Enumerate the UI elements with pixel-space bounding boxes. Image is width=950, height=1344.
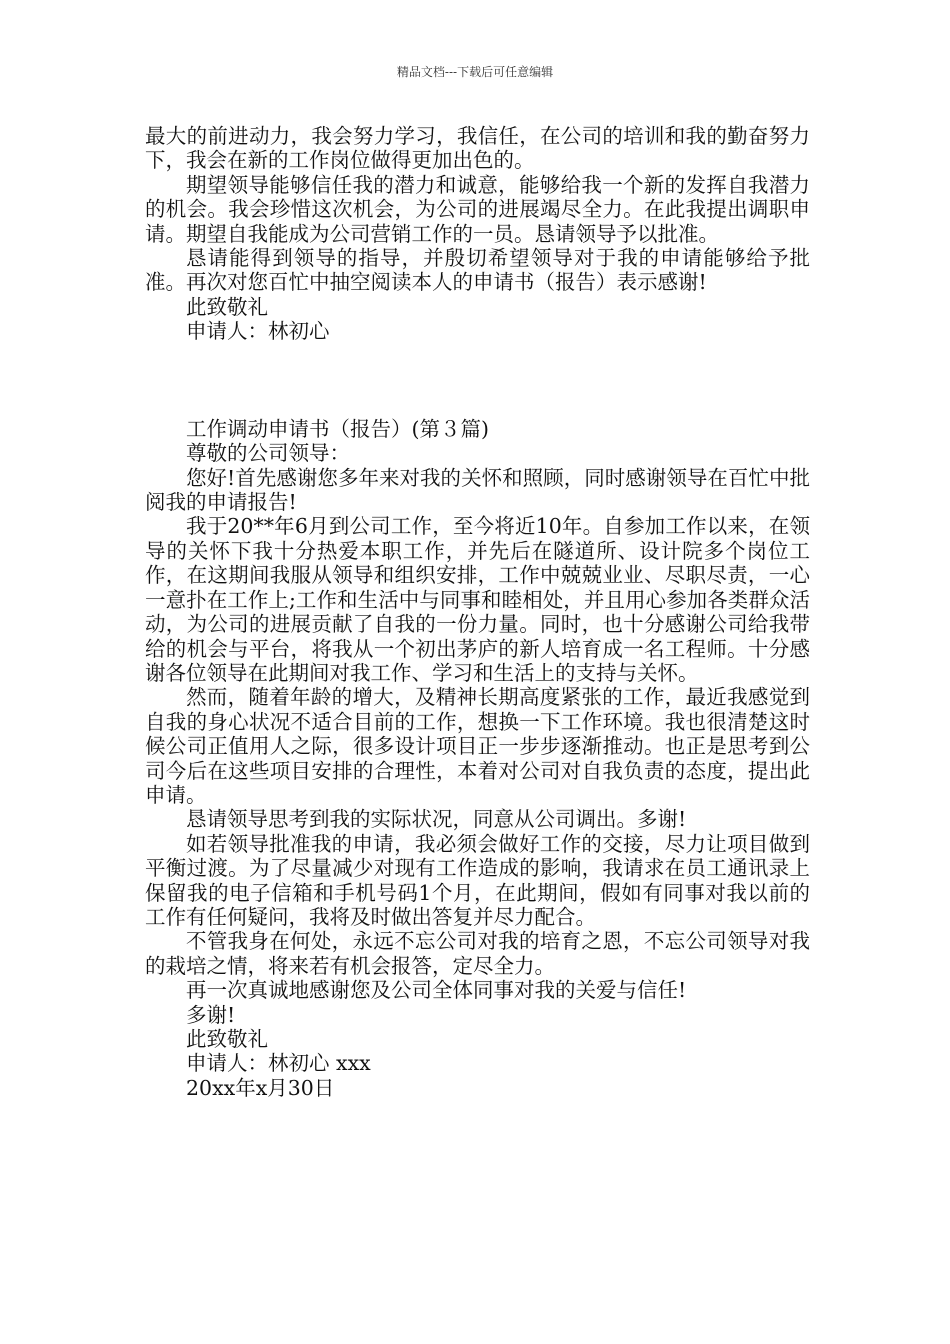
signature-line: 申请人：林初心 xyxy=(186,319,330,344)
paragraph: 我于20**年6月到公司工作，至今将近10年。自参加工作以来，在领导的关怀下我十分热爱本职工作，并先后在隧道所、设计院多个岗位工作，在这期间我服从领导和组织安排，工作中兢兢业业、尽职尽责，一心一意扑在工作上;工作和生活中与同事和睦相处，并且用心参加各类群众活动，为公司的进展贡献了自我的一份力量。同时，也十分感谢公司给我带给的机会与平台，将我从一个初出茅庐的新人培育成一名工程师。十分感谢各位领导在此期间对我工作、学习和生活上的支持与关怀。 xyxy=(145,514,810,685)
closing-line: 此致敬礼 xyxy=(186,294,268,319)
page-header: 精品文档---下载后可任意编辑 xyxy=(396,65,554,79)
document-body xyxy=(145,124,810,1100)
salutation: 尊敬的公司领导： xyxy=(186,441,350,466)
paragraph: 恳请领导思考到我的实际状况，同意从公司调出。多谢! xyxy=(186,807,687,832)
paragraph: 您好!首先感谢您多年来对我的关怀和照顾，同时感谢领导在百忙中批阅我的申请报告! xyxy=(145,465,810,515)
paragraph: 然而，随着年龄的增大，及精神长期高度紧张的工作，最近我感觉到自我的身心状况不适合目前的工作，想换一下工作环境。我也很清楚这时候公司正值用人之际，很多设计项目正一步步逐渐推动。也正是思考到公司今后在这些项目安排的合理性，本着对公司对自我负责的态度，提出此申请。 xyxy=(145,685,810,807)
date-line: 20xx年x月30日 xyxy=(186,1075,335,1100)
section-title: 工作调动申请书（报告）(第３篇) xyxy=(186,416,489,441)
signature-line: 申请人：林初心 xxx xyxy=(186,1051,371,1076)
paragraph: 期望领导能够信任我的潜力和诚意，能够给我一个新的发挥自我潜力的机会。我会珍惜这次机会，为公司的进展竭尽全力。在此我提出调职申请。期望自我能成为公司营销工作的一员。恳请领导予以批准。 xyxy=(145,172,810,246)
paragraph: 恳请能得到领导的指导，并殷切希望领导对于我的申请能够给予批准。再次对您百忙中抽空阅读本人的申请书（报告）表示感谢! xyxy=(145,246,810,295)
paragraph: 不管我身在何处，永远不忘公司对我的培育之恩，不忘公司领导对我的栽培之情，将来若有机会报答，定尽全力。 xyxy=(145,929,810,978)
paragraph: 如若领导批准我的申请，我必须会做好工作的交接，尽力让项目做到平衡过渡。为了尽量减少对现有工作造成的影响，我请求在员工通讯录上保留我的电子信箱和手机号码1个月，在此期间，假如有同事对我以前的工作有任何疑问，我将及时做出答复并尽力配合。 xyxy=(145,831,810,929)
paragraph: 多谢! xyxy=(186,1002,236,1027)
paragraph: 再一次真诚地感谢您及公司全体同事对我的关爱与信任! xyxy=(186,978,687,1003)
section-gap xyxy=(145,344,810,417)
closing-line: 此致敬礼 xyxy=(186,1027,268,1051)
paragraph: 最大的前进动力，我会努力学习，我信任，在公司的培训和我的勤奋努力下，我会在新的工作岗位做得更加出色的。 xyxy=(145,124,810,173)
